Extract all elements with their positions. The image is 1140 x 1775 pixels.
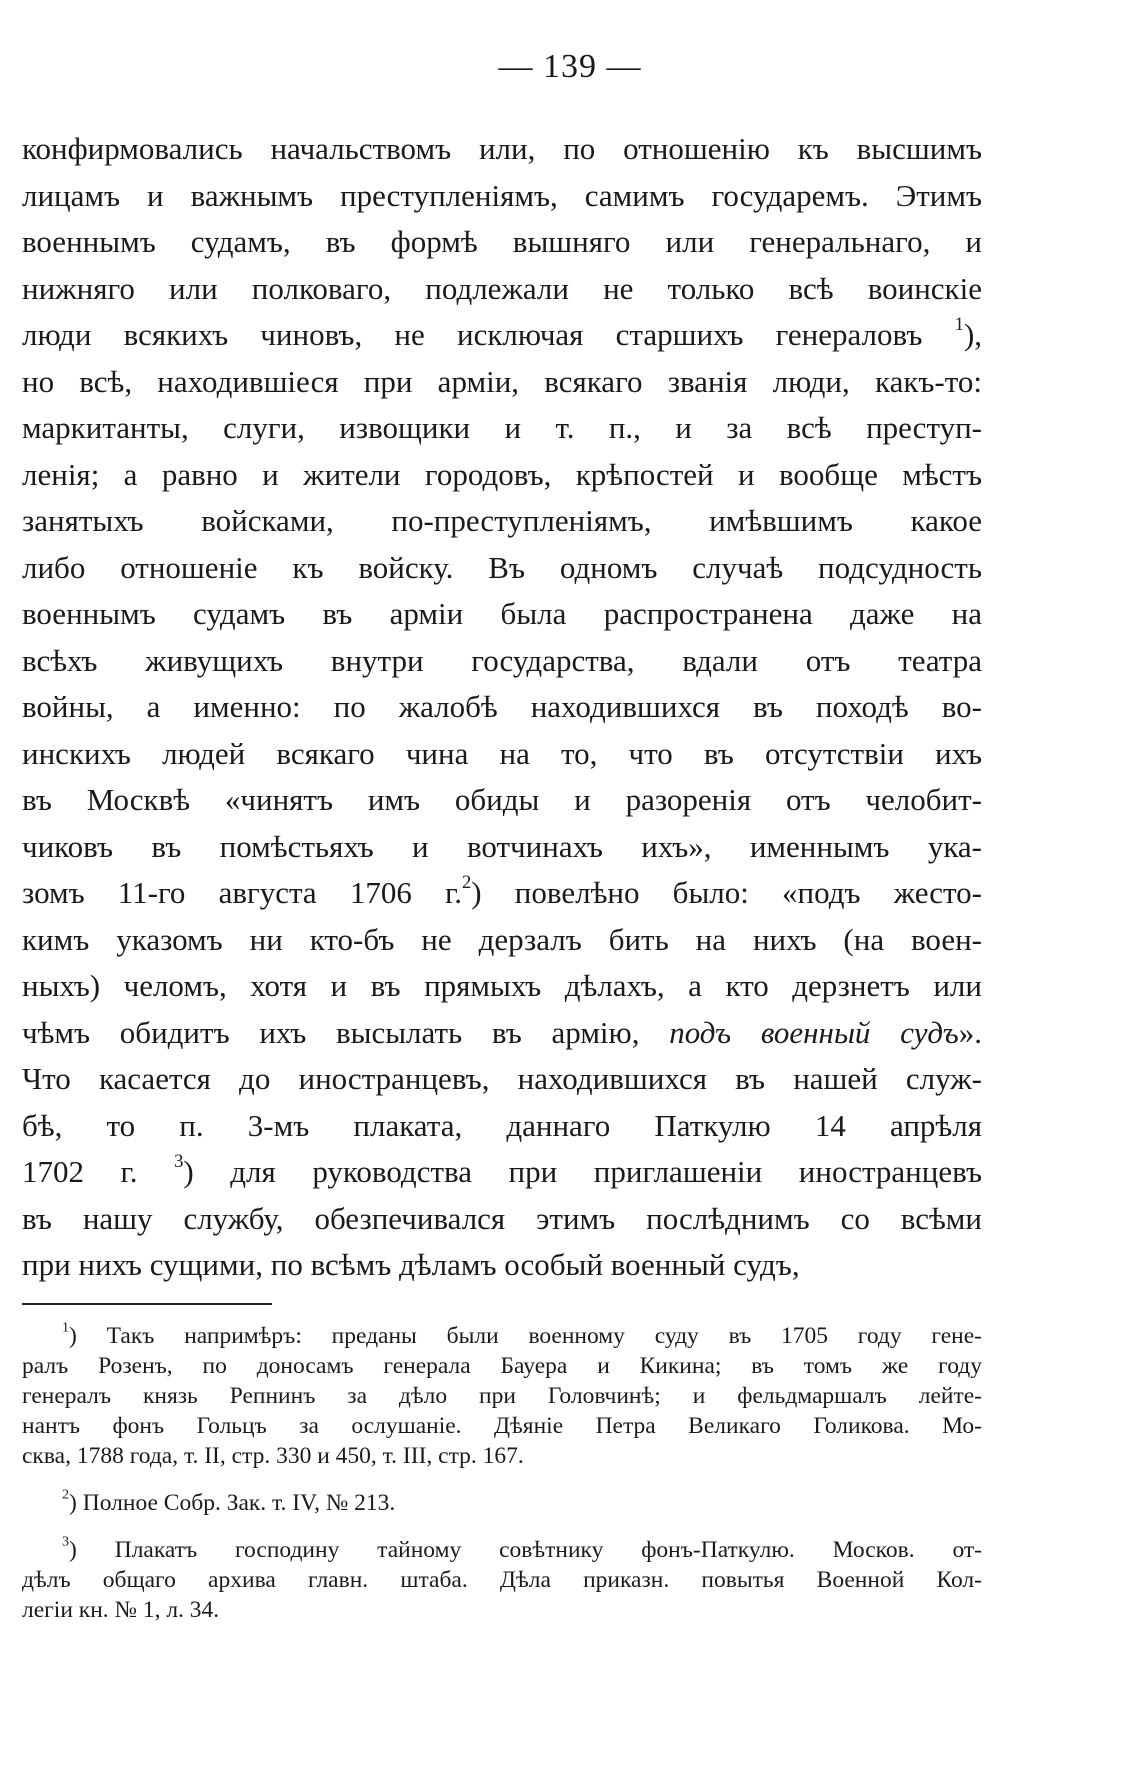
footnote-line: легіи кн. № 1, л. 34. [22, 1597, 220, 1623]
footnote-mark: 3 [62, 1535, 70, 1550]
line-tail: ». [958, 1014, 982, 1050]
text-line: маркитанты, слуги, извощики и т. п., и за всѣ преступ- [22, 410, 982, 445]
footnote-2: $^2$) Полное Собр. Зак. т. IV, № 213. [62, 1488, 396, 1516]
line-text: люди всякихъ чиновъ, не исключая старшихъ генераловъ [22, 317, 923, 352]
text-line [22, 1149, 982, 1196]
line-tail: ) повелѣно было: «подъ жесто- [471, 875, 982, 910]
footnote-ref-2: 2 [462, 872, 472, 894]
footnote-ref-3: 3 [174, 1151, 184, 1173]
line-tail: ) для руководства при приглашеніи иностранцевъ [183, 1154, 982, 1189]
line-text: зомъ 11-го августа 1706 г. [22, 875, 462, 910]
text-line [22, 1010, 982, 1057]
footnotes [22, 1321, 982, 1625]
text-line: войны, а именно: по жалобѣ находившихся въ походѣ во- [22, 689, 982, 724]
text-line: чиковъ въ помѣстьяхъ и вотчинахъ ихъ», именнымъ ука- [22, 828, 982, 864]
footnote-ref-1: 1 [954, 314, 964, 336]
text-line: занятыхъ войсками, по-преступленіямъ, имѣвшимъ какое [22, 503, 982, 538]
text-line: ныхъ) челомъ, хотя и въ прямыхъ дѣлахъ, а кто дерзнетъ или [22, 968, 982, 1003]
footnote-line: генералъ князь Репнинъ за дѣло при Головчинѣ; и фельдмаршалъ лейте- [22, 1383, 982, 1409]
text-line: въ нашу службу, обезпечивался этимъ послѣднимъ со всѣми [22, 1200, 982, 1236]
text-line: въ Москвѣ «чинятъ имъ обиды и разоренія отъ челобит- [22, 782, 982, 817]
footnote-mark: 1 [62, 1321, 70, 1336]
text-line: либо отношеніе къ войску. Въ одномъ случаѣ подсудность [22, 549, 982, 585]
line-tail: ), [963, 317, 982, 352]
text-line: инскихъ людей всякаго чина на то, что въ отсутствіи ихъ [22, 735, 982, 771]
main-text [22, 126, 982, 1289]
footnote-text: Плакатъ господину тайному совѣтнику фонъ-Паткулю. Москов. от- [114, 1537, 982, 1563]
footnote-text: Полное Собр. Зак. т. IV, № 213. [82, 1490, 396, 1516]
text-line: ленія; а равно и жители городовъ, крѣпостей и вообще мѣстъ [22, 456, 982, 492]
footnote-line: нантъ фонъ Гольцъ за ослушаніе. Дѣяніе Петра Великаго Голикова. Мо- [22, 1413, 982, 1439]
text-line [22, 312, 982, 359]
text-line: всѣхъ живущихъ внутри государства, вдали отъ театра [22, 642, 982, 678]
text-line: лицамъ и важнымъ преступленіямъ, самимъ государемъ. Этимъ [22, 177, 982, 213]
footnote-1: $^1$) Такъ напримѣръ: преданы были военному суду въ 1705 году гене- [62, 1321, 982, 1349]
italic-phrase: подъ военный судъ [669, 1014, 959, 1050]
text-line: при нихъ сущими, по всѣмъ дѣламъ особый военный судъ, [22, 1247, 800, 1282]
line-text: 1702 г. [22, 1154, 138, 1189]
text-line: военнымъ судамъ въ арміи была распространена даже на [22, 596, 982, 631]
footnote-3: $^3$) Плакатъ господину тайному совѣтнику фонъ-Паткулю. Москов. от- [62, 1535, 982, 1563]
page-number: — 139 — [498, 48, 642, 85]
footnote-divider [22, 1303, 272, 1305]
text-line: но всѣ, находившіеся при арміи, всякаго званія люди, какъ-то: [22, 363, 982, 399]
footnote-line: дѣлъ общаго архива главн. штаба. Дѣла приказн. повытья Военной Кол- [22, 1567, 982, 1593]
footnote-mark: 2 [62, 1488, 70, 1503]
text-line [22, 870, 982, 917]
text-line: нижняго или полковаго, подлежали не только всѣ воинскіе [22, 270, 982, 306]
text-line: Что касается до иностранцевъ, находившихся въ нашей служ- [22, 1061, 982, 1096]
line-text: чѣмъ обидитъ ихъ высылать въ армію, [22, 1014, 640, 1050]
text-line: конфирмовались начальствомъ или, по отношенію къ высшимъ [22, 131, 982, 166]
footnote-line: ралъ Розенъ, по доносамъ генерала Бауера и Кикина; въ томъ же году [22, 1353, 982, 1379]
text-line: военнымъ судамъ, въ формѣ вышняго или генеральнаго, и [22, 224, 982, 259]
text-line: кимъ указомъ ни кто-бъ не дерзалъ бить на нихъ (на воен- [22, 921, 982, 957]
footnote-text: Такъ напримѣръ: преданы были военному суду въ 1705 году гене- [106, 1323, 982, 1349]
text-line: бѣ, то п. 3-мъ плаката, даннаго Паткулю 14 апрѣля [22, 1107, 982, 1143]
footnote-line: сква, 1788 года, т. II, стр. 330 и 450, т. III, стр. 167. [22, 1443, 524, 1469]
